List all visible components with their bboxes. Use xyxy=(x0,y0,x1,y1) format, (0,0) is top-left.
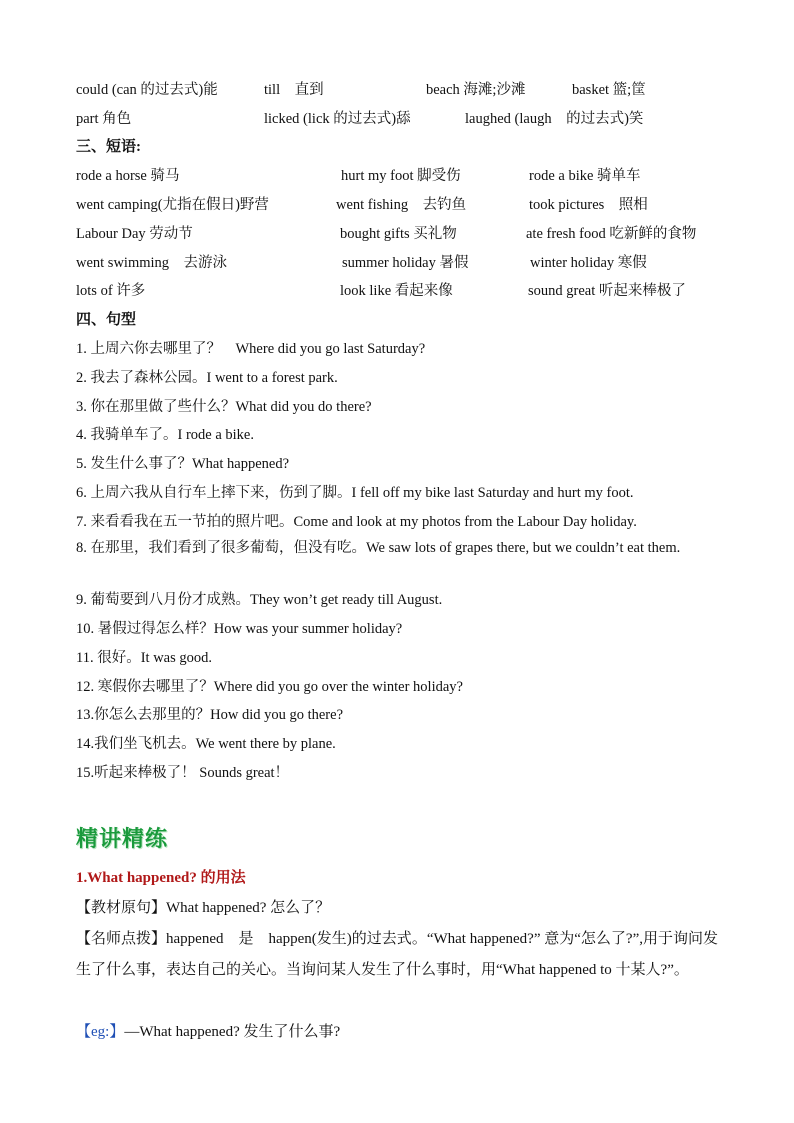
sentence-item: 6. 上周六我从自行车上摔下来，伤到了脚。I fell off my bike last Saturday and hurt my foot. xyxy=(76,485,634,501)
phrase-row-1 xyxy=(76,164,726,188)
phrase-item: went camping(尤指在假日)野营 xyxy=(76,197,269,213)
phrase-item: went fishing 去钓鱼 xyxy=(336,197,467,213)
sentence-item: 9. 葡萄要到八月份才成熟。They won’t get ready till August. xyxy=(76,592,443,608)
phrase-item: rode a bike 骑单车 xyxy=(529,168,641,184)
original-label: 【教材原句】 xyxy=(76,900,167,916)
vocab-item: till 直到 xyxy=(264,82,324,98)
tip-text: happened 是 happen(发生)的过去式。“What happened?” 意为“怎么了?”,用于询问发生了什么事，表达自己的关心。当询问某人发生了什么事时，用“What happened to 十某人?”。 xyxy=(76,931,718,978)
vocab-item: beach 海滩;沙滩 xyxy=(426,82,526,98)
eg-bracket-close: 】 xyxy=(109,1024,125,1040)
phrase-item: winter holiday 寒假 xyxy=(530,255,647,271)
phrase-row-2 xyxy=(76,193,726,217)
phrase-item: rode a horse 骑马 xyxy=(76,168,180,184)
original-text: What happened? 怎么了？ xyxy=(166,900,331,916)
section-subtitle: 1.What happened? 的用法 xyxy=(76,870,246,886)
phrase-item: look like 看起来像 xyxy=(340,283,453,299)
vocab-item: laughed (laugh 的过去式)笑 xyxy=(465,111,644,127)
phrase-item: went swimming 去游泳 xyxy=(76,255,228,271)
sentence-item: 7. 来看看我在五一节拍的照片吧。Come and look at my photos from the Labour Day holiday. xyxy=(76,514,637,530)
sentence-item: 3. 你在那里做了些什么？What did you do there? xyxy=(76,399,372,415)
original-sentence xyxy=(76,893,718,924)
phrase-item: ate fresh food 吃新鲜的食物 xyxy=(526,226,697,242)
sentence-item: 13.你怎么去那里的？How did you go there? xyxy=(76,707,344,723)
sentence-item: 12. 寒假你去哪里了？Where did you go over the winter holiday? xyxy=(76,679,463,695)
eg-label: eg: xyxy=(91,1024,110,1040)
sentence-item: 11. 很好。It was good. xyxy=(76,650,212,666)
phrase-row-4 xyxy=(76,251,726,275)
example-line xyxy=(76,1017,718,1048)
sentence-item: 2. 我去了森林公园。I went to a forest park. xyxy=(76,370,338,386)
phrase-item: bought gifts 买礼物 xyxy=(340,226,457,242)
vocab-item: could (can 的过去式)能 xyxy=(76,82,218,98)
phrase-item: took pictures 照相 xyxy=(529,197,648,213)
vocab-item: licked (lick 的过去式)舔 xyxy=(264,111,411,127)
phrase-row-5 xyxy=(76,279,726,303)
sentence-item: 8. 在那里，我们看到了很多葡萄，但没有吃。We saw lots of grapes there, but we couldn’t eat them. xyxy=(76,540,681,556)
phrase-item: sound great 听起来棒极了 xyxy=(528,283,686,299)
sentence-item: 14.我们坐飞机去。We went there by plane. xyxy=(76,736,336,752)
phrase-item: Labour Day 劳动节 xyxy=(76,226,193,242)
vocab-item: basket 篮;筐 xyxy=(572,82,646,98)
phrase-item: summer holiday 暑假 xyxy=(342,255,469,271)
teacher-tip xyxy=(76,924,718,986)
vocab-row-2 xyxy=(76,107,726,131)
phrase-item: hurt my foot 脚受伤 xyxy=(341,168,461,184)
vocab-row-1 xyxy=(76,78,726,102)
phrase-item: lots of 许多 xyxy=(76,283,146,299)
tip-label: 【名师点拨】 xyxy=(76,931,167,947)
phrases-heading: 三、短语: xyxy=(76,139,141,155)
phrase-row-3 xyxy=(76,222,726,246)
eg-text: —What happened? 发生了什么事? xyxy=(124,1024,341,1040)
sentence-item: 5. 发生什么事了？What happened? xyxy=(76,456,290,472)
sentence-item: 4. 我骑单车了。I rode a bike. xyxy=(76,427,254,443)
sentence-item: 1. 上周六你去哪里了？ Where did you go last Saturday? xyxy=(76,341,426,357)
sentence-item: 15.听起来棒极了！ Sounds great！ xyxy=(76,765,290,781)
sentence-item: 10. 暑假过得怎么样？How was your summer holiday? xyxy=(76,621,403,637)
eg-bracket-open: 【 xyxy=(76,1024,92,1040)
sentences-heading: 四、句型 xyxy=(76,312,137,328)
vocab-item: part 角色 xyxy=(76,111,132,127)
section-title: 精讲精练 xyxy=(76,827,169,852)
